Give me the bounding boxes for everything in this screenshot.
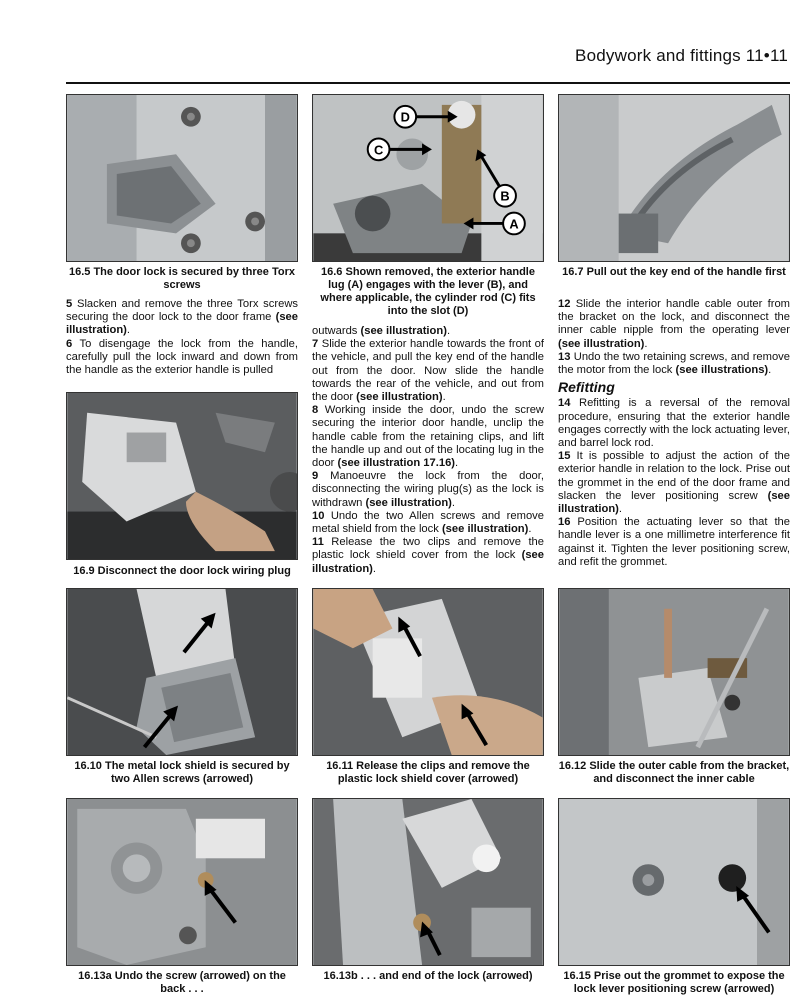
caption-16-13a: 16.13a Undo the screw (arrowed) on the back . . . (78, 970, 286, 995)
paragraph-15: 15 It is possible to adjust the action of the exterior handle in relation to the lock. Prise out the grommet in the end of the door frame and slacken the lever positioning screw (see illustration). (558, 450, 790, 516)
caption-16-7: 16.7 Pull out the key end of the handle first (562, 266, 786, 278)
paragraph-9: 9 Manoeuvre the lock from the door, disconnecting the wiring plug(s) as the lock is withdrawn (see illustration). (312, 470, 544, 509)
svg-text:C: C (373, 142, 384, 158)
caption-16-6: 16.6 Shown removed, the exterior handle lug (A) engages with the lever (B), and where applicable, the cylinder rod (C) fits into the slot (D) (320, 266, 536, 317)
door-lock-torx-image (67, 95, 297, 261)
metal-shield-image (67, 589, 297, 755)
lock-lever-image (313, 95, 543, 261)
paragraph-11: 11 Release the two clips and remove the plastic lock shield cover from the lock (see illustration). (312, 536, 544, 575)
paragraph-13: 13 Undo the two retaining screws, and remove the motor from the lock (see illustrations). (558, 350, 790, 377)
paragraph-16: 16 Position the actuating lever so that the handle lever is a one millimetre interference fit against it. Tighten the lever positioning screw, and refit the grommet. (558, 516, 790, 568)
paragraph-6: 6 To disengage the lock from the handle, carefully pull the lock inward and down from the handle as the exterior handle is pulled (66, 337, 298, 377)
lock-end-image (313, 799, 543, 965)
paragraph-10: 10 Undo the two Allen screws and remove metal shield from the lock (see illustration). (312, 509, 544, 536)
wiring-plug-image (67, 393, 297, 559)
caption-16-5: 16.5 The door lock is secured by three Torx screws (69, 266, 295, 291)
handle-key-end-image (559, 95, 789, 261)
svg-text:D: D (400, 109, 410, 125)
text-column-3 (558, 298, 790, 569)
text-column-2 (312, 325, 544, 576)
caption-16-13b: 16.13b . . . and end of the lock (arrowed) (323, 970, 533, 982)
caption-16-11: 16.11 Release the clips and remove the plastic lock shield cover (arrowed) (326, 760, 530, 785)
plastic-cover-image (313, 589, 543, 755)
caption-16-9: 16.9 Disconnect the door lock wiring plug (73, 565, 291, 577)
screw-back-image (67, 799, 297, 965)
photo-16-10 (66, 588, 298, 756)
photo-16-12 (558, 588, 790, 756)
paragraph-6-cont: outwards (see illustration). (312, 325, 451, 337)
page-title: Bodywork and fittings 11•11 (575, 46, 788, 65)
text-column-1 (66, 298, 298, 377)
outer-cable-image (559, 589, 789, 755)
photo-16-7 (558, 94, 790, 262)
photo-16-13a (66, 798, 298, 966)
caption-16-10: 16.10 The metal lock shield is secured by two Allen screws (arrowed) (74, 760, 290, 785)
svg-text:B: B (500, 188, 510, 204)
paragraph-14: 14 Refitting is a reversal of the removal procedure, ensuring that the exterior handle engages correctly with the lock actuating lever, and barrel lock rod. (558, 397, 790, 450)
photo-16-5 (66, 94, 298, 262)
svg-text:A: A (509, 216, 519, 232)
paragraph-5: 5 Slacken and remove the three Torx screws securing the door lock to the door frame (see illustration). (66, 298, 298, 337)
photo-16-6 (312, 94, 544, 262)
page-header (66, 40, 790, 84)
grommet-image (559, 799, 789, 965)
caption-16-12: 16.12 Slide the outer cable from the bracket, and disconnect the inner cable (558, 760, 790, 785)
photo-16-15 (558, 798, 790, 966)
photo-16-11 (312, 588, 544, 756)
photo-16-9 (66, 392, 298, 560)
paragraph-12: 12 Slide the interior handle cable outer from the bracket on the lock, and disconnect the inner cable nipple from the operating lever (see illustration). (558, 298, 790, 350)
photo-16-13b (312, 798, 544, 966)
paragraph-8: 8 Working inside the door, undo the screw securing the interior door handle, unclip the handle cable from the retaining clips, and lift the handle up and out of the locating lug in the door (see illustration 17.16). (312, 404, 544, 470)
section-heading-refitting: Refitting (558, 379, 615, 396)
caption-16-15: 16.15 Prise out the grommet to expose the lock lever positioning screw (arrowed) (563, 970, 785, 995)
paragraph-7: 7 Slide the exterior handle towards the front of the vehicle, and pull the key end of the handle out from the door. Now slide the handle towards the rear of the vehicle, and out from the door (see illustration). (312, 338, 544, 404)
